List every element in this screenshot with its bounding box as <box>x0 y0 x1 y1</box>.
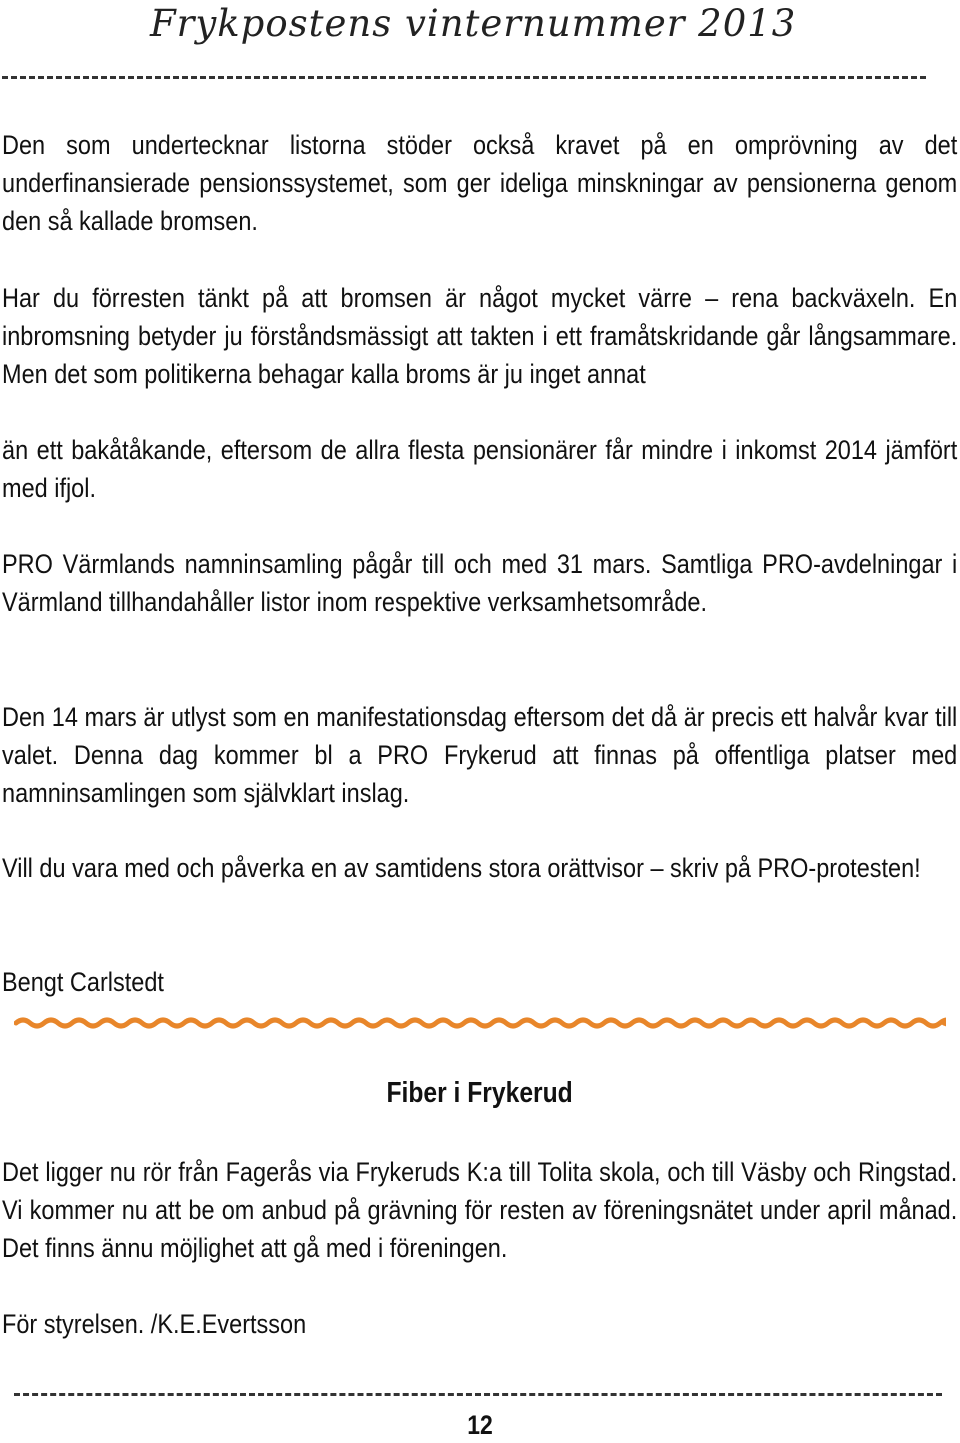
article-paragraph: PRO Värmlands namninsamling pågår till och med 31 mars. Samtliga PRO-avdelningar i Värmland tillhandahåller listor inom respektive verksamhetsområde. <box>2 549 958 617</box>
article-paragraph: Den som undertecknar listorna stöder också kravet på en omprövning av det underfinansierade pensionssystemet, som ger ideliga minskningar av pensionerna genom den så kallade bromsen. <box>2 130 958 236</box>
article-heading <box>0 1077 960 1110</box>
footer-dashed-divider <box>14 1393 942 1396</box>
article-signature: Bengt Carlstedt <box>2 967 164 997</box>
article-signature: För styrelsen. /K.E.Evertsson <box>2 1309 307 1339</box>
article-paragraph: Det ligger nu rör från Fagerås via Frykeruds K:a till Tolita skola, och till Väsby och Ringstad. Vi kommer nu att be om anbud på grävning för resten av föreningsnätet under april månad. Det finns ännu möjlighet att gå med i föreningen. <box>2 1157 958 1263</box>
masthead-title: Frykpostens vinternummer 2013 <box>150 2 797 45</box>
header-dashed-divider <box>2 76 926 79</box>
decorative-wave-divider <box>14 1012 946 1034</box>
article-paragraph: Vill du vara med och påverka en av samtidens stora orättvisor – skriv på PRO-protesten! <box>2 853 921 883</box>
article-paragraph: Har du förresten tänkt på att bromsen är något mycket värre – rena backväxeln. En inbromsning betyder ju förståndsmässigt att takten i ett framåtskridande går långsammare. Men det som politikerna behagar kalla broms är ju inget annat <box>2 283 958 389</box>
page-number-text: 12 <box>467 1410 493 1440</box>
article-heading-text: Fiber i Frykerud <box>386 1077 574 1109</box>
article-paragraph: än ett bakåtåkande, eftersom de allra flesta pensionärer får mindre i inkomst 2014 jämfört med ifjol. <box>2 435 958 503</box>
page-number <box>0 1410 960 1441</box>
article-paragraph: Den 14 mars är utlyst som en manifestationsdag eftersom det då är precis ett halvår kvar till valet. Denna dag kommer bl a PRO Frykerud att finnas på offentliga platser med namninsamlingen som självklart inslag. <box>2 702 958 808</box>
